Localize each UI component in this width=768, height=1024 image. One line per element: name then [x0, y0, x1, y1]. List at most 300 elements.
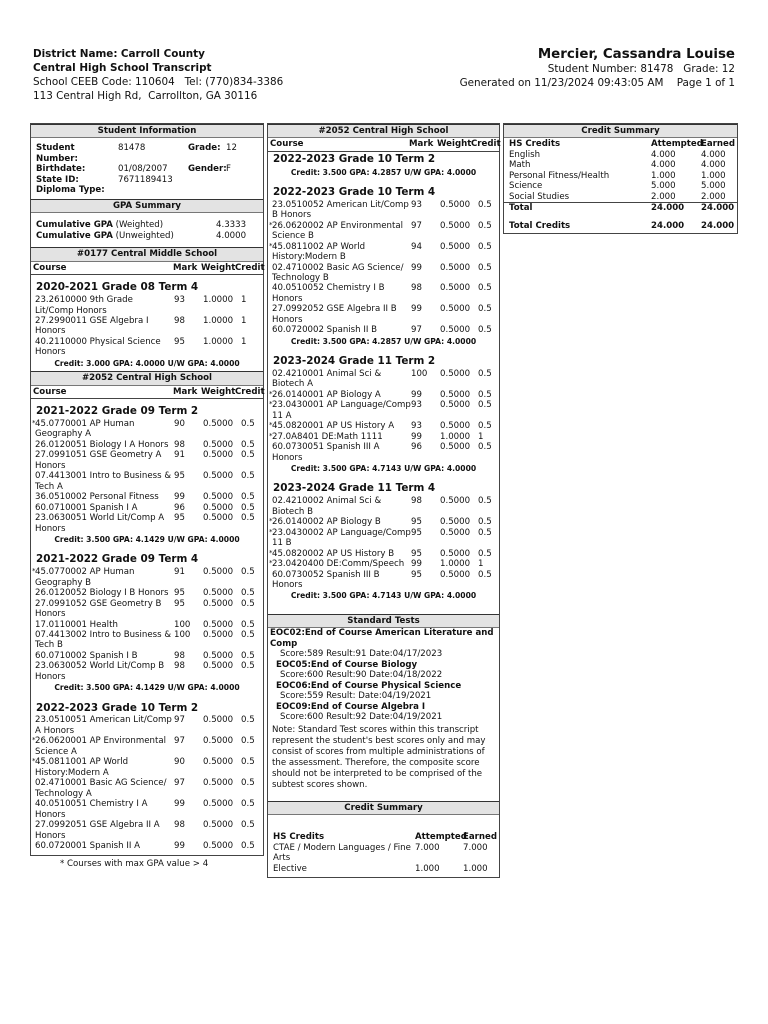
- course-course: [269, 421, 411, 432]
- course-course: [35, 295, 174, 316]
- course-row: [31, 316, 263, 337]
- course-name: 27.0991051 GSE Geometry A Honors: [35, 450, 162, 471]
- course-row: [268, 528, 499, 549]
- test-score: Score:600 Result:92 Date:04/19/2021: [280, 712, 443, 723]
- course-row: [268, 559, 499, 569]
- course-course: [35, 715, 174, 736]
- course-row: [31, 295, 263, 316]
- course-course: [269, 431, 411, 442]
- course-mark: 100: [174, 619, 191, 630]
- term-summary: Credit: 3.500 GPA: 4.7143 U/W GPA: 4.0000: [290, 464, 477, 474]
- gpa-weighted-row: Cumulative GPA (Weighted) 4.3333: [36, 220, 247, 231]
- credit-summary-row: Social Studies 2.000 2.000: [504, 192, 737, 203]
- course-credit: 0.5: [241, 418, 255, 429]
- course-name: 45.0770001 AP Human Geography A: [35, 418, 135, 440]
- course-credit: 0.5: [478, 496, 492, 507]
- course-row: [268, 432, 499, 442]
- course-name: 40.0510051 Chemistry I A Honors: [35, 799, 148, 820]
- max-gpa-marker: *: [269, 517, 273, 526]
- course-row: [31, 778, 263, 799]
- course-name: 07.4413002 Intro to Business & Tech B: [35, 630, 172, 651]
- course-name: 02.4710002 Basic AG Science/ Technology B: [272, 262, 404, 283]
- max-gpa-marker: *: [269, 548, 273, 557]
- course-name: 60.0710001 Spanish I A: [35, 502, 138, 513]
- course-credit: 0.5: [241, 471, 255, 482]
- course-weight: 0.5000: [203, 492, 234, 503]
- max-gpa-marker: *: [269, 527, 273, 536]
- course-mark: 98: [174, 661, 185, 672]
- course-row: [268, 263, 499, 284]
- course-row: [268, 283, 499, 304]
- course-row: [31, 715, 263, 736]
- course-row: [268, 570, 499, 591]
- max-gpa-marker: *: [269, 421, 273, 430]
- course-course: [269, 400, 411, 421]
- state-id-row: State ID: 7671189413: [36, 174, 173, 185]
- course-row: [268, 442, 499, 463]
- course-row: [31, 503, 263, 513]
- course-course: [35, 471, 174, 492]
- course-weight: 0.5000: [440, 325, 471, 336]
- course-name: 27.0A8401 DE:Math 1111: [272, 431, 383, 442]
- course-weight: 0.5000: [440, 548, 471, 559]
- course-credit: 0.5: [478, 325, 492, 336]
- course-course: [272, 304, 411, 325]
- course-credit: 0.5: [241, 619, 255, 630]
- term-summary: Credit: 3.500 GPA: 4.2857 U/W GPA: 4.0000: [290, 167, 477, 177]
- course-name: 23.0510052 American Lit/Comp B Honors: [272, 199, 409, 221]
- course-name: 23.0430001 AP Language/Comp 11 A: [272, 400, 411, 421]
- course-row: [31, 599, 263, 620]
- course-course: [35, 337, 174, 358]
- course-row: [31, 651, 263, 661]
- school-high-title: #2052 Central High School: [31, 371, 263, 385]
- transcript-title: Central High School Transcript: [33, 62, 212, 74]
- course-mark: 97: [174, 715, 185, 726]
- student-info-box: [30, 123, 264, 856]
- term-block: [31, 547, 263, 695]
- max-gpa-marker: *: [32, 418, 36, 427]
- course-weight: 0.5000: [203, 513, 234, 524]
- course-row: [268, 421, 499, 431]
- course-name: 40.0510052 Chemistry I B Honors: [272, 283, 385, 304]
- course-mark: 98: [174, 820, 185, 831]
- max-gpa-marker: *: [269, 389, 273, 398]
- course-mark: 93: [411, 421, 422, 432]
- course-course: [272, 570, 411, 591]
- term-block: [31, 399, 263, 547]
- course-row: [268, 390, 499, 400]
- course-weight: 0.5000: [440, 569, 471, 580]
- course-weight: 1.0000: [440, 559, 471, 570]
- course-mark: 99: [411, 304, 422, 315]
- max-gpa-marker: *: [32, 736, 36, 745]
- school-middle-title: #0177 Central Middle School: [31, 247, 263, 261]
- course-name: 26.0140002 AP Biology B: [272, 517, 381, 528]
- course-credit: 0.5: [478, 527, 492, 538]
- max-gpa-marker: *: [269, 241, 273, 250]
- course-credit: 0.5: [478, 199, 492, 210]
- course-row: [268, 200, 499, 221]
- credit-summary-row: Math 4.000 4.000: [509, 160, 726, 171]
- course-row: [31, 513, 263, 534]
- course-weight: 0.5000: [440, 262, 471, 273]
- credit-summary-row: Science 5.000 5.000: [509, 181, 726, 192]
- course-course: [32, 736, 174, 757]
- course-weight: 0.5000: [440, 442, 471, 453]
- course-row: [268, 242, 499, 263]
- course-row: [268, 549, 499, 559]
- test-score: Score:559 Result: Date:04/19/2021: [280, 691, 432, 702]
- course-weight: 0.5000: [203, 841, 234, 852]
- course-mark: 98: [174, 315, 185, 326]
- course-row: [31, 661, 263, 682]
- standard-tests-list: [268, 628, 499, 722]
- course-name: 60.0720001 Spanish II A: [35, 841, 141, 852]
- term-summary: Credit: 3.500 GPA: 4.1429 U/W GPA: 4.0000: [54, 683, 240, 693]
- course-weight: 0.5000: [203, 598, 234, 609]
- course-name: 02.4210002 Animal Sci & Biotech B: [272, 496, 382, 517]
- column-2: [267, 123, 500, 878]
- course-name: 23.0510051 American Lit/Comp A Honors: [35, 715, 172, 736]
- term-summary: Credit: 3.500 GPA: 4.1429 U/W GPA: 4.0000: [54, 535, 240, 545]
- course-course: [35, 799, 174, 820]
- course-name: 23.2610000 9th Grade Lit/Comp Honors: [35, 295, 133, 316]
- course-name: 27.2990011 GSE Algebra I Honors: [35, 315, 149, 337]
- course-row: [31, 620, 263, 630]
- course-mark: 95: [174, 588, 185, 599]
- course-row: [31, 450, 263, 471]
- course-name: 45.0811001 AP World History:Modern A: [35, 757, 129, 778]
- course-name: 26.0120052 Biology I B Honors: [35, 588, 169, 599]
- course-credit: 0.5: [241, 715, 255, 726]
- term-block: [268, 349, 499, 476]
- standard-tests-title: Standard Tests: [268, 614, 499, 628]
- course-credit: 0.5: [478, 241, 492, 252]
- credit-summary-row: English 4.000 4.000: [509, 149, 726, 160]
- course-credit: 0.5: [241, 841, 255, 852]
- course-credit: 0.5: [241, 513, 255, 524]
- course-course: [35, 651, 174, 661]
- course-row: [31, 736, 263, 757]
- student-name: Mercier, Cassandra Louise: [537, 47, 735, 62]
- max-gpa-marker: *: [32, 757, 36, 766]
- credit-summary-2-row: CTAE / Modern Languages / Fine Arts 7.000 7.000: [273, 842, 488, 864]
- max-gpa-marker: *: [269, 400, 273, 409]
- course-weight: 0.5000: [440, 304, 471, 315]
- term-title: 2022-2023 Grade 10 Term 4: [273, 185, 436, 198]
- course-mark: 97: [411, 220, 422, 231]
- course-row: [31, 492, 263, 502]
- course-credit: 0.5: [241, 736, 255, 747]
- course-row: [31, 337, 263, 358]
- course-credit: 0.5: [478, 283, 492, 294]
- course-weight: 0.5000: [203, 736, 234, 747]
- column-1: [30, 123, 264, 869]
- course-row: [31, 419, 263, 440]
- course-weight: 0.5000: [203, 471, 234, 482]
- course-mark: 99: [174, 492, 185, 503]
- course-course: [272, 325, 411, 335]
- course-course: [35, 316, 174, 337]
- course-credit: 0.5: [478, 262, 492, 273]
- course-credit: 0.5: [478, 442, 492, 453]
- course-name: 23.0630052 World Lit/Comp B Honors: [35, 661, 165, 682]
- course-weight: 0.5000: [203, 820, 234, 831]
- course-name: 27.0992051 GSE Algebra II A Honors: [35, 820, 160, 841]
- term-title: 2022-2023 Grade 10 Term 2: [36, 701, 199, 714]
- course-weight: 0.5000: [203, 715, 234, 726]
- course-credit: 0.5: [241, 598, 255, 609]
- course-mark: 93: [411, 400, 422, 411]
- course-mark: 99: [174, 799, 185, 810]
- course-row: [31, 567, 263, 588]
- course-credit: 1: [478, 431, 484, 442]
- credit-summary-total: Total 24.000 24.000: [509, 203, 735, 214]
- ceeb-line: School CEEB Code: 110604 Tel: (770)834-3386: [33, 76, 284, 88]
- course-weight: 0.5000: [440, 220, 471, 231]
- test-score: Score:589 Result:91 Date:04/17/2023: [280, 649, 443, 660]
- course-course: [35, 841, 174, 851]
- credit-summary-2-row: Elective 1.000 1.000: [273, 863, 488, 874]
- max-gpa-marker: *: [269, 431, 273, 440]
- course-mark: 97: [174, 778, 185, 789]
- course-credit: 1: [478, 559, 484, 570]
- term-title: 2021-2022 Grade 09 Term 4: [36, 553, 199, 566]
- course-mark: 94: [411, 241, 422, 252]
- student-header: [460, 46, 735, 90]
- course-row: [268, 369, 499, 390]
- test-name: EOC09:End of Course Algebra I: [276, 701, 426, 712]
- term-summary: Credit: 3.000 GPA: 4.0000 U/W GPA: 4.0000: [54, 358, 240, 368]
- course-weight: 0.5000: [440, 368, 471, 379]
- course-row: [31, 799, 263, 820]
- course-weight: 1.0000: [440, 431, 471, 442]
- course-credit: 0.5: [241, 757, 255, 768]
- course-weight: 0.5000: [440, 241, 471, 252]
- term-block: [268, 180, 499, 349]
- school-header: [33, 47, 283, 103]
- course-mark: 98: [411, 283, 422, 294]
- course-weight: 0.5000: [203, 418, 234, 429]
- course-course: [269, 517, 411, 528]
- course-weight: 0.5000: [440, 496, 471, 507]
- course-mark: 90: [174, 418, 185, 429]
- course-name: 45.0770002 AP Human Geography B: [35, 567, 135, 588]
- course-weight: 0.5000: [203, 799, 234, 810]
- generated-line: Generated on 11/23/2024 09:43:05 AM Page 1 of 1: [459, 76, 735, 89]
- course-weight: 0.5000: [203, 757, 234, 768]
- course-name: 07.4413001 Intro to Business & Tech A: [35, 471, 172, 492]
- max-gpa-marker: *: [269, 220, 273, 229]
- course-mark: 96: [174, 502, 185, 513]
- course-credit: 0.5: [241, 492, 255, 503]
- course-course: [269, 241, 411, 263]
- course-row: [268, 400, 499, 421]
- course-mark: 95: [411, 517, 422, 528]
- course-credit: 0.5: [241, 439, 255, 450]
- course-name: 60.0730051 Spanish III A Honors: [272, 442, 380, 463]
- term-title: 2023-2024 Grade 11 Term 2: [273, 355, 436, 368]
- course-weight: 0.5000: [203, 661, 234, 672]
- credit-summary-total-credits: Total Credits 24.000 24.000: [509, 220, 735, 231]
- course-mark: 97: [411, 325, 422, 336]
- course-mark: 99: [411, 431, 422, 442]
- credit-summary-2-header: HS Credits Attempted Earned: [273, 832, 498, 843]
- course-weight: 0.5000: [203, 778, 234, 789]
- course-mark: 93: [174, 295, 185, 306]
- course-name: 23.0630051 World Lit/Comp A Honors: [35, 513, 165, 534]
- course-mark: 99: [411, 262, 422, 273]
- student-info-title: Student Information: [31, 124, 263, 138]
- course-credit: 0.5: [241, 567, 255, 578]
- course-weight: 0.5000: [203, 439, 234, 450]
- course-credit: 0.5: [241, 820, 255, 831]
- course-credit: 0.5: [241, 778, 255, 789]
- course-column-header: Course Mark Weight Credit: [31, 386, 263, 399]
- course-credit: 1: [241, 295, 247, 306]
- course-course: [35, 661, 174, 682]
- course-credit: 0.5: [478, 304, 492, 315]
- course-name: 26.0120051 Biology I A Honors: [35, 439, 169, 450]
- course-name: 45.0811002 AP World History:Modern B: [272, 241, 366, 263]
- student-number-line: Student Number: 81478 Grade: 12: [547, 63, 735, 75]
- course-mark: 98: [174, 650, 185, 661]
- course-credit: 0.5: [478, 400, 492, 411]
- course-course: [269, 220, 411, 242]
- course-mark: 93: [411, 199, 422, 210]
- course-name: 02.4210001 Animal Sci & Biotech A: [272, 368, 382, 390]
- test-name: EOC06:End of Course Physical Science: [276, 680, 462, 691]
- course-column-header: Course Mark Weight Credit: [31, 262, 263, 275]
- course-credit: 0.5: [241, 588, 255, 599]
- course-credit: 1: [241, 315, 247, 326]
- course-course: [35, 778, 174, 799]
- course-row: [268, 517, 499, 527]
- term-summary: Credit: 3.500 GPA: 4.7143 U/W GPA: 4.0000: [290, 591, 477, 601]
- course-name: 40.2110000 Physical Science Honors: [35, 336, 161, 358]
- course-name: 45.0820002 AP US History B: [272, 548, 395, 559]
- course-credit: 0.5: [478, 548, 492, 559]
- course-credit: 0.5: [241, 450, 255, 461]
- course-credit: 0.5: [478, 220, 492, 231]
- term-title: 2021-2022 Grade 09 Term 2: [36, 405, 199, 418]
- course-weight: 0.5000: [440, 517, 471, 528]
- course-weight: 0.5000: [440, 421, 471, 432]
- course-course: [35, 599, 174, 620]
- student-number-row: Student Number: 81478 Grade: 12: [36, 143, 237, 164]
- course-weight: 0.5000: [440, 389, 471, 400]
- course-weight: 0.5000: [203, 630, 234, 640]
- course-column-header: Course Mark Weight Credit: [268, 138, 499, 151]
- course-course: [35, 503, 174, 513]
- course-mark: 91: [174, 450, 185, 461]
- credit-summary-row: Personal Fitness/Health 1.000 1.000: [509, 170, 726, 181]
- course-weight: 0.5000: [440, 400, 471, 411]
- course-name: 60.0730052 Spanish III B Honors: [272, 569, 380, 590]
- diploma-row: Diploma Type:: [36, 185, 105, 196]
- course-mark: 100: [411, 368, 428, 379]
- course-course: [35, 630, 174, 651]
- course-mark: 95: [411, 548, 422, 559]
- course-course: [35, 513, 174, 534]
- max-gpa-marker: *: [269, 559, 273, 568]
- birthdate-row: Birthdate: 01/08/2007 Gender: F: [36, 164, 231, 175]
- course-course: [272, 283, 411, 304]
- course-weight: 0.5000: [440, 527, 471, 538]
- term-block: [31, 275, 263, 371]
- course-name: 02.4710001 Basic AG Science/ Technology A: [35, 778, 167, 799]
- term-block: [268, 476, 499, 603]
- course-mark: 95: [174, 598, 185, 609]
- course-row: [31, 471, 263, 492]
- course-weight: 0.5000: [203, 588, 234, 599]
- course-course: [35, 492, 174, 502]
- course-mark: 91: [174, 567, 185, 578]
- course-weight: 0.5000: [440, 283, 471, 294]
- term-title: 2022-2023 Grade 10 Term 2: [273, 152, 436, 165]
- column-3: [503, 123, 738, 234]
- course-name: 45.0820001 AP US History A: [272, 421, 395, 432]
- course-course: [272, 263, 411, 284]
- course-name: 60.0720002 Spanish II B: [272, 325, 378, 336]
- term-summary: Credit: 3.500 GPA: 4.2857 U/W GPA: 4.0000: [290, 336, 477, 346]
- course-course: [272, 442, 411, 463]
- course-row: [268, 304, 499, 325]
- course-course: [269, 559, 411, 570]
- course-course: [35, 440, 174, 450]
- district-line: District Name: Carroll County: [33, 48, 205, 60]
- school-high-title: #2052 Central High School: [268, 124, 499, 138]
- course-mark: 98: [174, 439, 185, 450]
- course-mark: 97: [174, 736, 185, 747]
- course-mark: 95: [174, 336, 185, 347]
- course-mark: 95: [411, 527, 422, 538]
- course-weight: 0.5000: [440, 199, 471, 210]
- course-credit: 0.5: [478, 421, 492, 432]
- course-mark: 99: [411, 559, 422, 570]
- course-name: 60.0710002 Spanish I B: [35, 650, 138, 661]
- course-course: [35, 588, 174, 598]
- course-course: [272, 369, 411, 390]
- course-name: 27.0992052 GSE Algebra II B Honors: [272, 304, 397, 325]
- term-title: 2023-2024 Grade 11 Term 4: [273, 482, 436, 495]
- course-mark: 99: [174, 841, 185, 852]
- course-course: [35, 620, 174, 630]
- course-credit: 0.5: [241, 661, 255, 672]
- course-credit: 0.5: [478, 569, 492, 580]
- test-name: EOC02:End of Course American Literature and Comp: [270, 628, 494, 649]
- course-mark: 100: [174, 630, 191, 640]
- course-row: [31, 820, 263, 841]
- course-course: [32, 567, 174, 588]
- tests-note: Note: Standard Test scores within this transcript represent the student's best scores only and may consist of scores from multiple administrations of the assessment. Therefore, the composite score should not be interpreted to be comprised of the subtest scores shown.: [272, 724, 486, 790]
- course-row: [268, 325, 499, 335]
- course-weight: 0.5000: [203, 567, 234, 578]
- term-title: 2020-2021 Grade 08 Term 4: [36, 281, 199, 294]
- course-course: [32, 757, 174, 778]
- course-mark: 95: [411, 569, 422, 580]
- course-course: [269, 527, 411, 549]
- course-credit: 1: [241, 336, 247, 347]
- course-credit: 0.5: [478, 517, 492, 528]
- course-name: 17.0110001 Health: [35, 619, 118, 630]
- course-weight: 0.5000: [203, 450, 234, 461]
- course-row: [31, 757, 263, 778]
- transcript-continued-box: [267, 123, 500, 878]
- course-course: [269, 548, 411, 559]
- course-weight: 0.5000: [203, 650, 234, 661]
